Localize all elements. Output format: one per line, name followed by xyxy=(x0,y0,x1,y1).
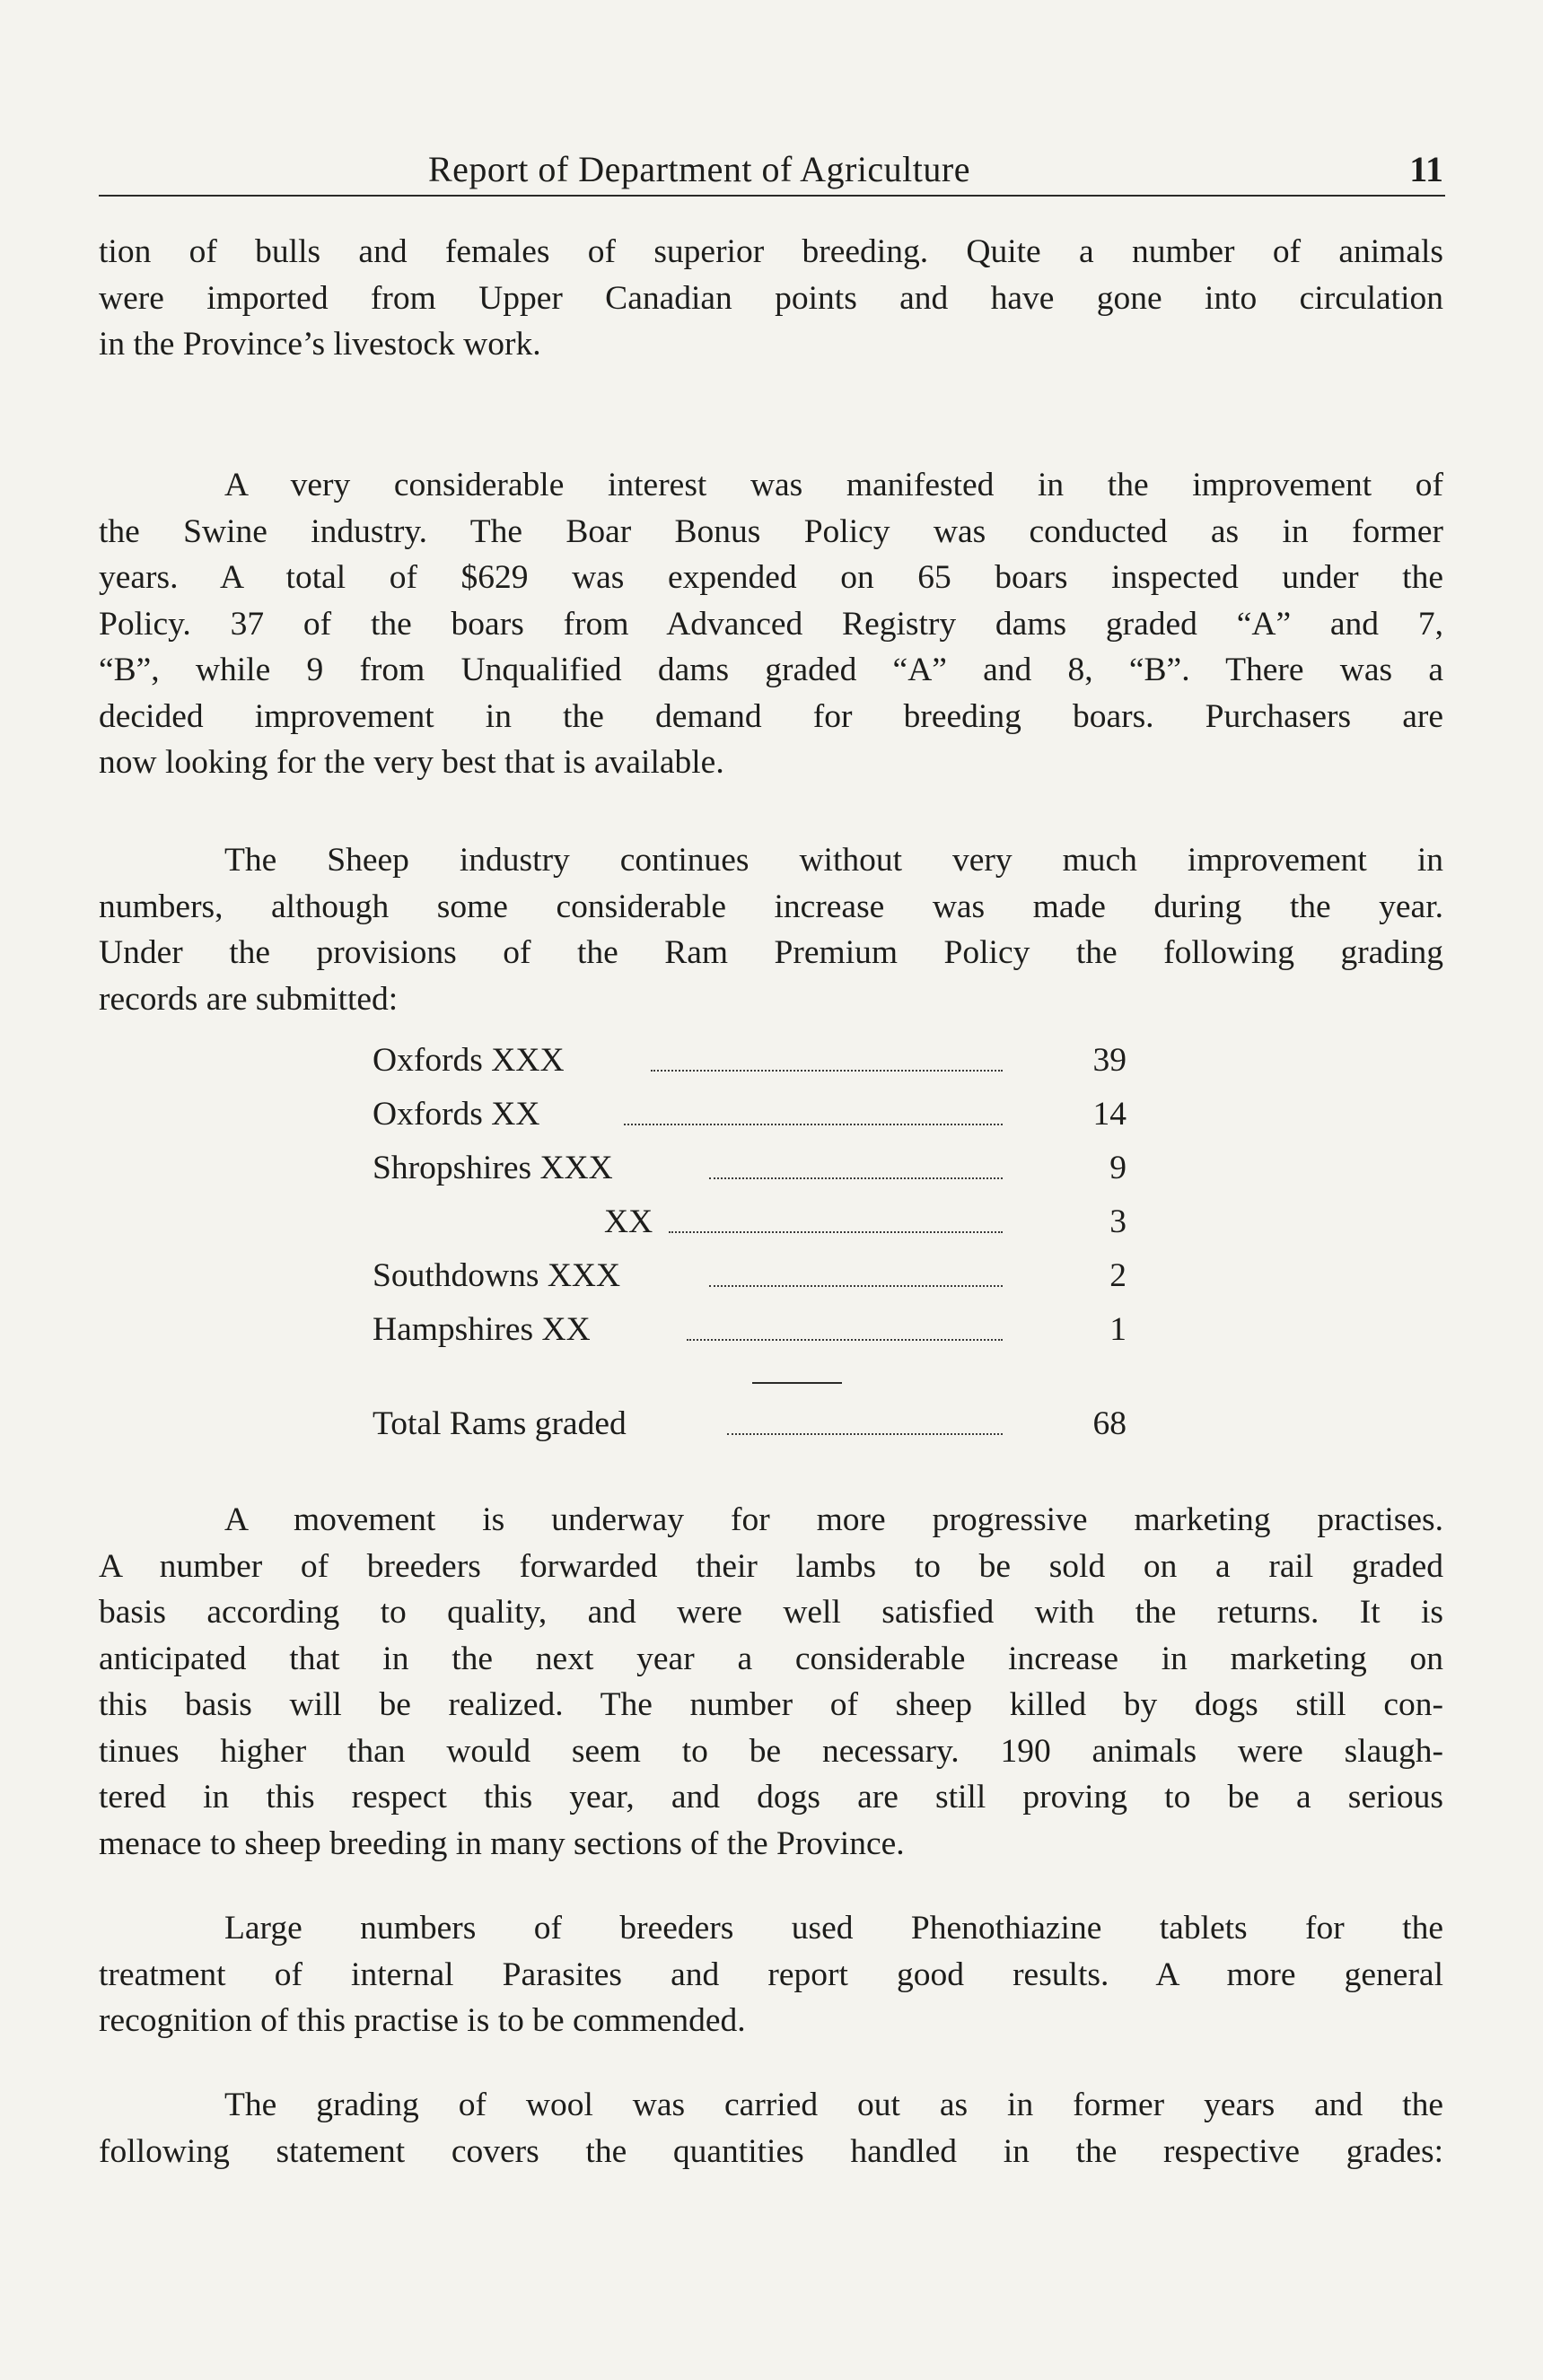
table-row xyxy=(373,1310,1207,1364)
text-line: were imported from Upper Canadian points and have gone into circulation xyxy=(99,279,1443,317)
text-line: “B”, while 9 from Unqualified dams graded “A” and 8, “B”. There was a xyxy=(99,652,1443,688)
dot-leader xyxy=(709,1285,1003,1287)
row-value: 39 xyxy=(1092,1042,1127,1079)
table-row xyxy=(373,1256,1207,1310)
total-label: Total Rams graded xyxy=(373,1404,634,1443)
paragraph-wool xyxy=(99,2082,1443,2174)
dot-leader xyxy=(669,1231,1003,1233)
text-line: The Sheep industry continues without very much improvement in xyxy=(224,842,1443,879)
dot-leader xyxy=(687,1339,1003,1341)
row-label: Oxfords XXX xyxy=(373,1041,572,1080)
paragraph-marketing xyxy=(99,1497,1443,1867)
dot-leader xyxy=(709,1177,1003,1179)
text-line: Large numbers of breeders used Phenothiazine tablets for the xyxy=(224,1910,1443,1947)
text-line: treatment of internal Parasites and report good results. A more general xyxy=(99,1956,1443,1993)
text-line: Under the provisions of the Ram Premium Policy the following grading xyxy=(99,934,1443,971)
total-value: 68 xyxy=(1092,1405,1127,1442)
text-line: in the Province’s livestock work. xyxy=(99,326,541,363)
text-line: tinues higher than would seem to be necessary. 190 animals were slaugh- xyxy=(99,1732,1443,1770)
text-line: decided improvement in the demand for breeding boars. Purchasers are xyxy=(99,697,1443,735)
dot-leader xyxy=(624,1124,1003,1125)
row-label: Southdowns XXX xyxy=(373,1256,627,1295)
row-value: 1 xyxy=(1109,1311,1127,1348)
table-row xyxy=(373,1041,1207,1095)
table-row xyxy=(373,1095,1207,1149)
row-label: XX xyxy=(604,1203,660,1241)
text-line: records are submitted: xyxy=(99,980,399,1018)
text-line: years. A total of $629 was expended on 65 boars inspected under the xyxy=(99,559,1443,596)
text-line: Policy. 37 of the boars from Advanced Registry dams graded “A” and 7, xyxy=(99,605,1443,643)
dot-leader xyxy=(727,1433,1003,1435)
text-line: A movement is underway for more progressive marketing practises. xyxy=(224,1501,1443,1538)
text-line: following statement covers the quantities handled in the respective grades: xyxy=(99,2132,1443,2170)
text-line: tered in this respect this year, and dogs are still proving to be a serious xyxy=(99,1779,1443,1816)
paragraph-sheep xyxy=(99,837,1443,1022)
row-value: 2 xyxy=(1109,1257,1127,1294)
text-line: anticipated that in the next year a considerable increase in marketing on xyxy=(99,1640,1443,1677)
row-value: 14 xyxy=(1092,1096,1127,1133)
text-line: this basis will be realized. The number of sheep killed by dogs still con- xyxy=(99,1686,1443,1723)
table-row xyxy=(373,1149,1207,1203)
text-line: menace to sheep breeding in many sections of the Province. xyxy=(99,1824,905,1862)
row-value: 9 xyxy=(1109,1150,1127,1186)
paragraph-phenothiazine xyxy=(99,1905,1443,2044)
text-line: The grading of wool was carried out as in former years and the xyxy=(224,2087,1443,2123)
text-line: recognition of this practise is to be commended. xyxy=(99,2002,746,2039)
page-header xyxy=(99,148,1445,197)
text-line: now looking for the very best that is available. xyxy=(99,744,724,781)
row-label: Hampshires XX xyxy=(373,1310,598,1349)
text-line: A very considerable interest was manifested in the improvement of xyxy=(224,467,1443,503)
text-line: numbers, although some considerable increase was made during the year. xyxy=(99,888,1443,925)
row-label: Shropshires XXX xyxy=(373,1149,620,1187)
text-line: basis according to quality, and were well satisfied with the returns. It is xyxy=(99,1594,1443,1631)
row-value: 3 xyxy=(1109,1203,1127,1240)
sum-rule xyxy=(752,1382,842,1384)
text-line: A number of breeders forwarded their lambs to be sold on a rail graded xyxy=(99,1547,1443,1585)
paragraph-swine xyxy=(99,462,1443,786)
text-line: the Swine industry. The Boar Bonus Policy was conducted as in former xyxy=(99,512,1443,550)
paragraph-breeding xyxy=(99,229,1443,368)
ram-grading-table xyxy=(373,1041,1207,1364)
running-title: Report of Department of Agriculture xyxy=(428,149,970,189)
page-number: 11 xyxy=(1409,149,1443,189)
table-row xyxy=(373,1203,1207,1256)
dot-leader xyxy=(651,1070,1003,1072)
text-line: tion of bulls and females of superior breeding. Quite a number of animals xyxy=(99,233,1443,270)
total-row xyxy=(373,1404,1207,1458)
row-label: Oxfords XX xyxy=(373,1095,547,1133)
table-row-total xyxy=(373,1404,1207,1458)
